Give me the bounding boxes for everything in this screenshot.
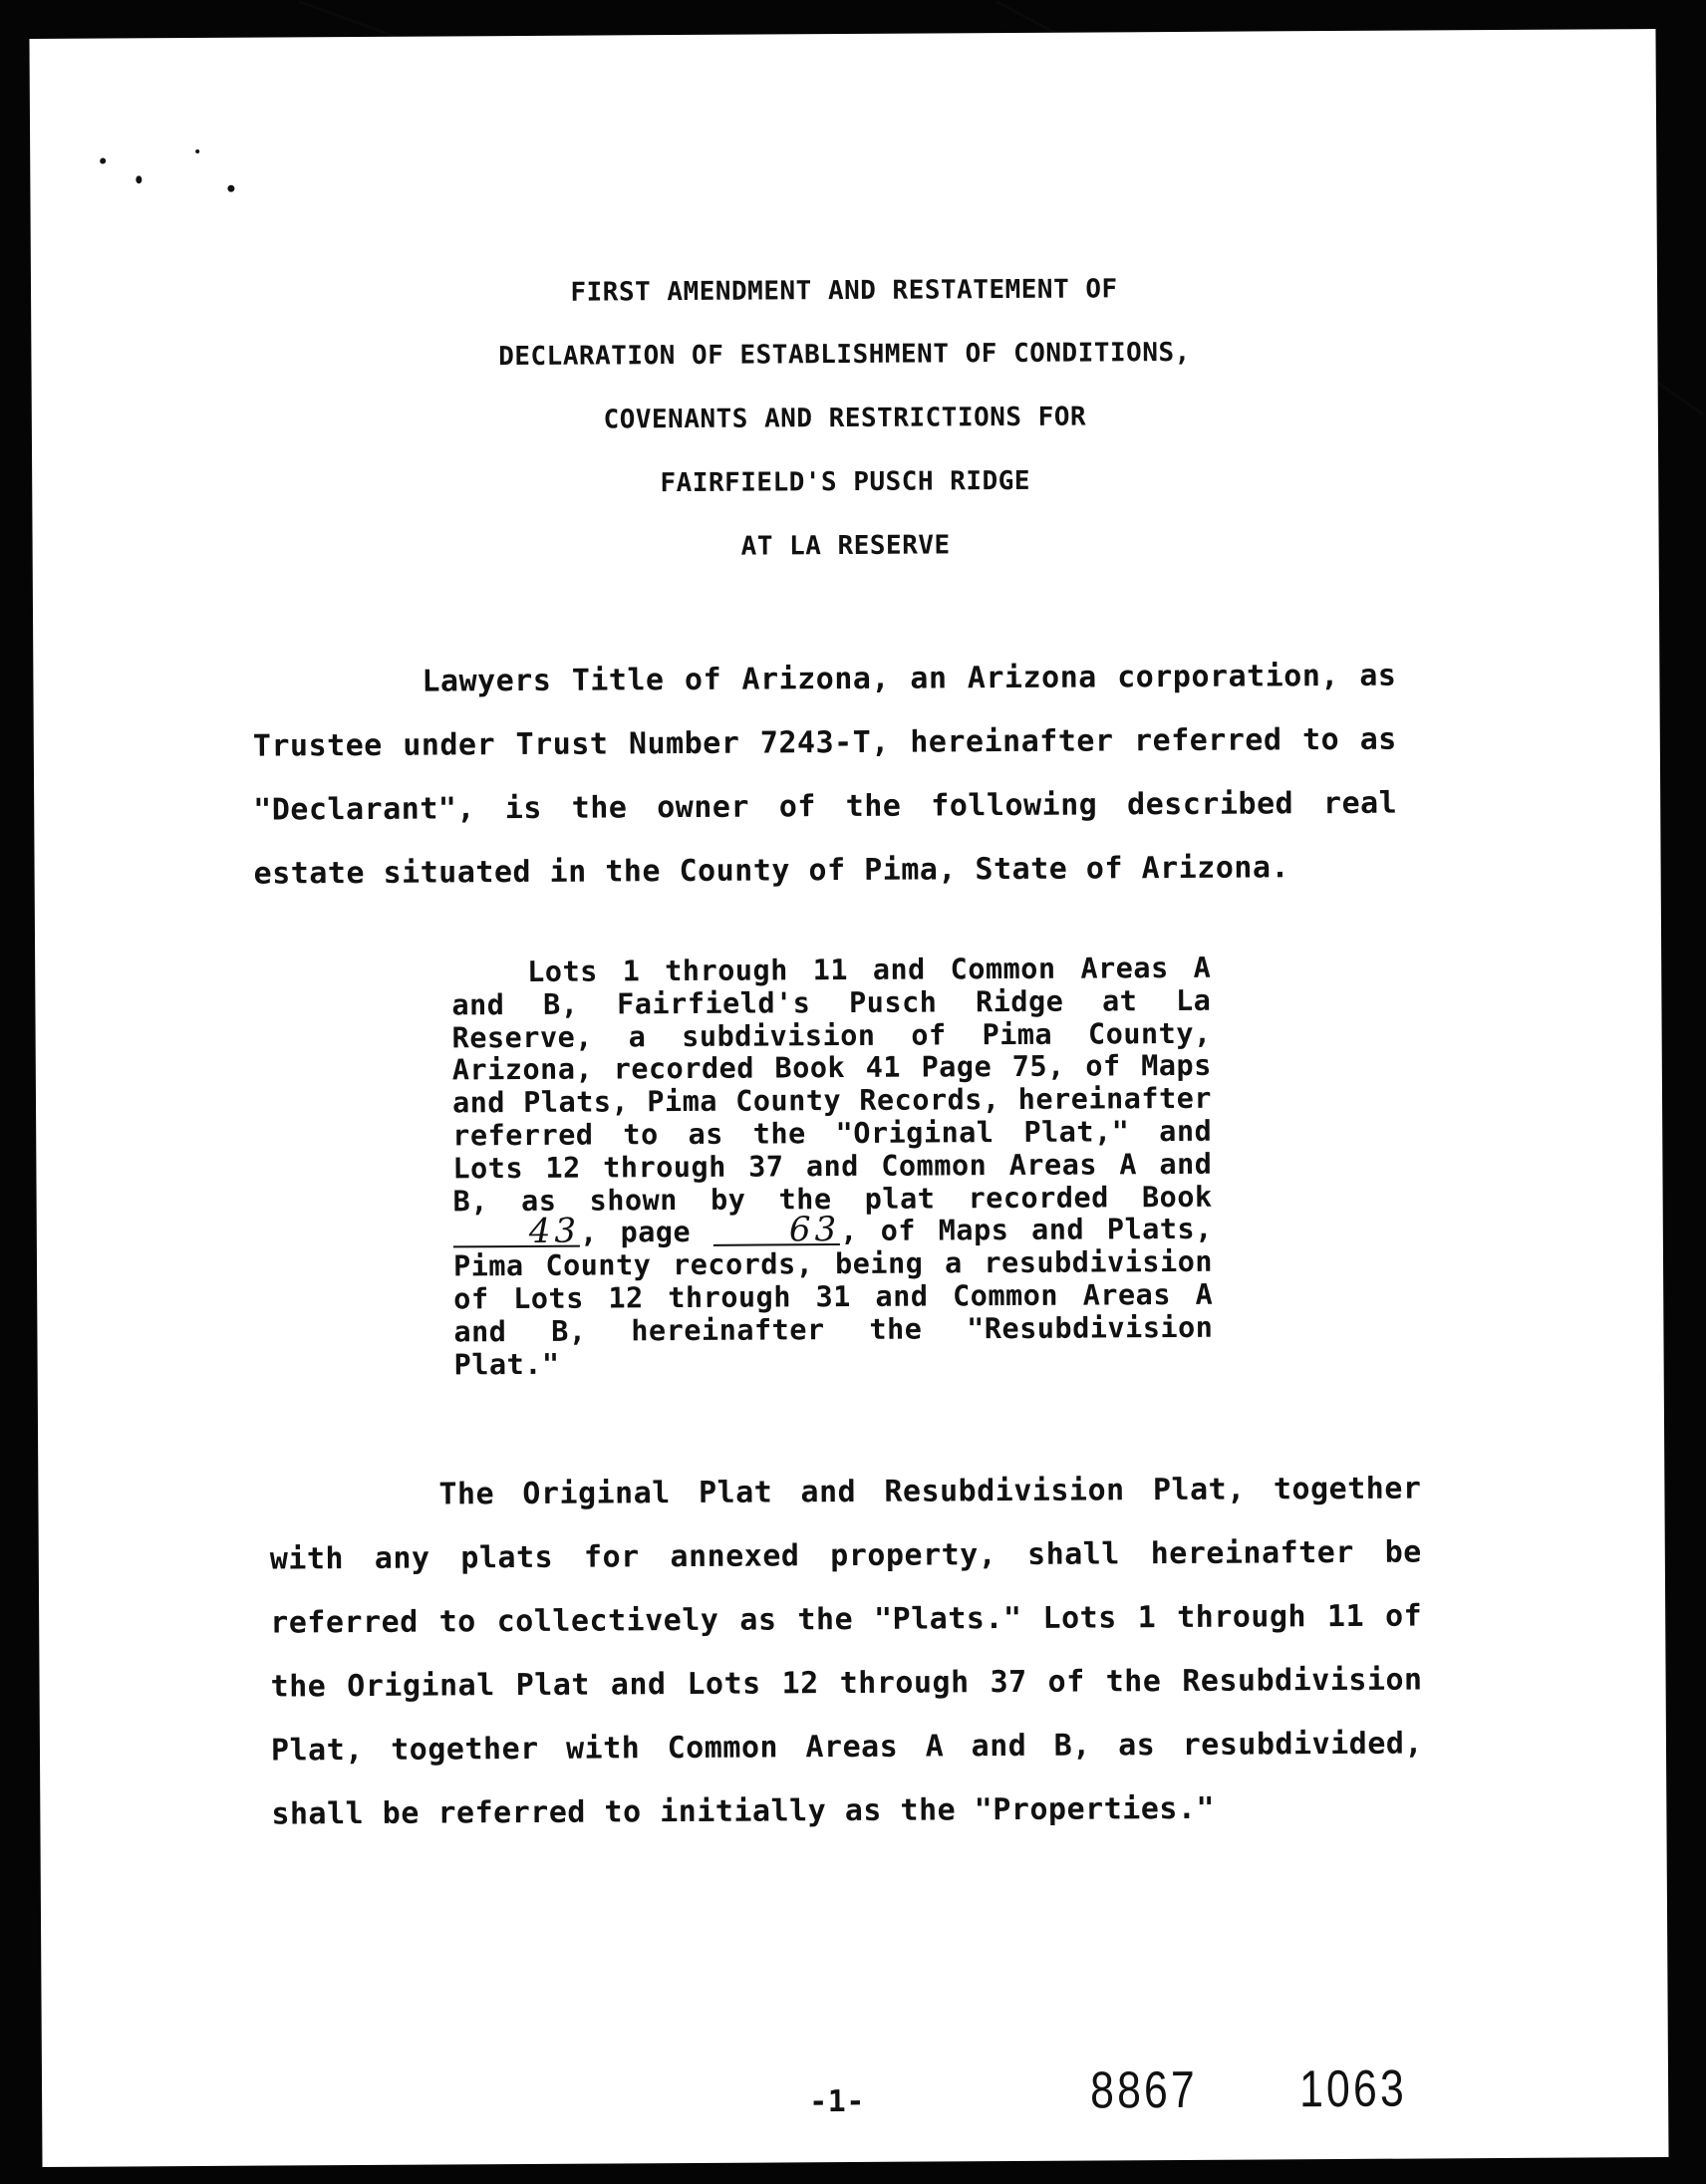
recording-number-right: 1063 [1298,2059,1408,2119]
scan-edge-mark [1653,379,1704,415]
legal-description-part-3: , of Maps and Plats, Pima County records, being a resubdivision of Lots 12 through 31 and Common Areas A and B, hereinafter the "Resubdivision Plat." [452,1213,1214,1381]
title-line-1: FIRST AMENDMENT AND RESTATEMENT OF [570,274,1118,308]
paragraph-plats-properties: The Original Plat and Resubdivision Plat, together with any plats for annexed property, shall hereinafter be referred to collectively as the "Plats." Lots 1 through 11 of the Original Plat and Lots 12 through 37 of the Resubdivision Plat, together with Common Areas A and B, as resubdivided, shall be referred to initially as the "Properties." [269,1471,1424,1832]
scan-speck [227,185,234,192]
scan-edge-mark [298,0,402,40]
title-line-3: COVENANTS AND RESTRICTIONS FOR [603,402,1087,435]
title-line-4: FAIRFIELD'S PUSCH RIDGE [660,465,1031,499]
title-line-5: AT LA RESERVE [740,530,951,562]
scan-speck [195,149,199,153]
legal-description [451,953,1214,1382]
handwritten-page-number: 63 [713,1216,840,1246]
legal-description-part-2: , page [579,1216,692,1250]
title-line-2: DECLARATION OF ESTABLISHMENT OF CONDITIONS, [498,337,1191,373]
page-number: -1- [809,2083,865,2120]
document-title [31,254,1659,583]
document-page [29,29,1668,2167]
legal-description-part-1: Lots 1 through 11 and Common Areas A and B, Fairfield's Pusch Ridge at La Reserve, a subdivision of Pima County, Arizona, recorded Book 41 Page 75, of Maps and Plats, Pima County Records, hereinafter referred to as the "Original Plat," and Lots 12 through 37 and Common Areas A and B, as shown by the plat recorded Book [451,951,1213,1219]
recording-number-left: 8867 [1089,2060,1199,2120]
handwritten-book-number: 43 [453,1218,580,1248]
scan-speck [136,175,142,183]
scan-speck [100,158,106,164]
paragraph-declarant: Lawyers Title of Arizona, an Arizona corporation, as Trustee under Trust Number 7243-T, hereinafter referred to as "Declarant", is the owner of the following described real estate situated in the County of Pima, State of Arizona. [252,658,1398,892]
